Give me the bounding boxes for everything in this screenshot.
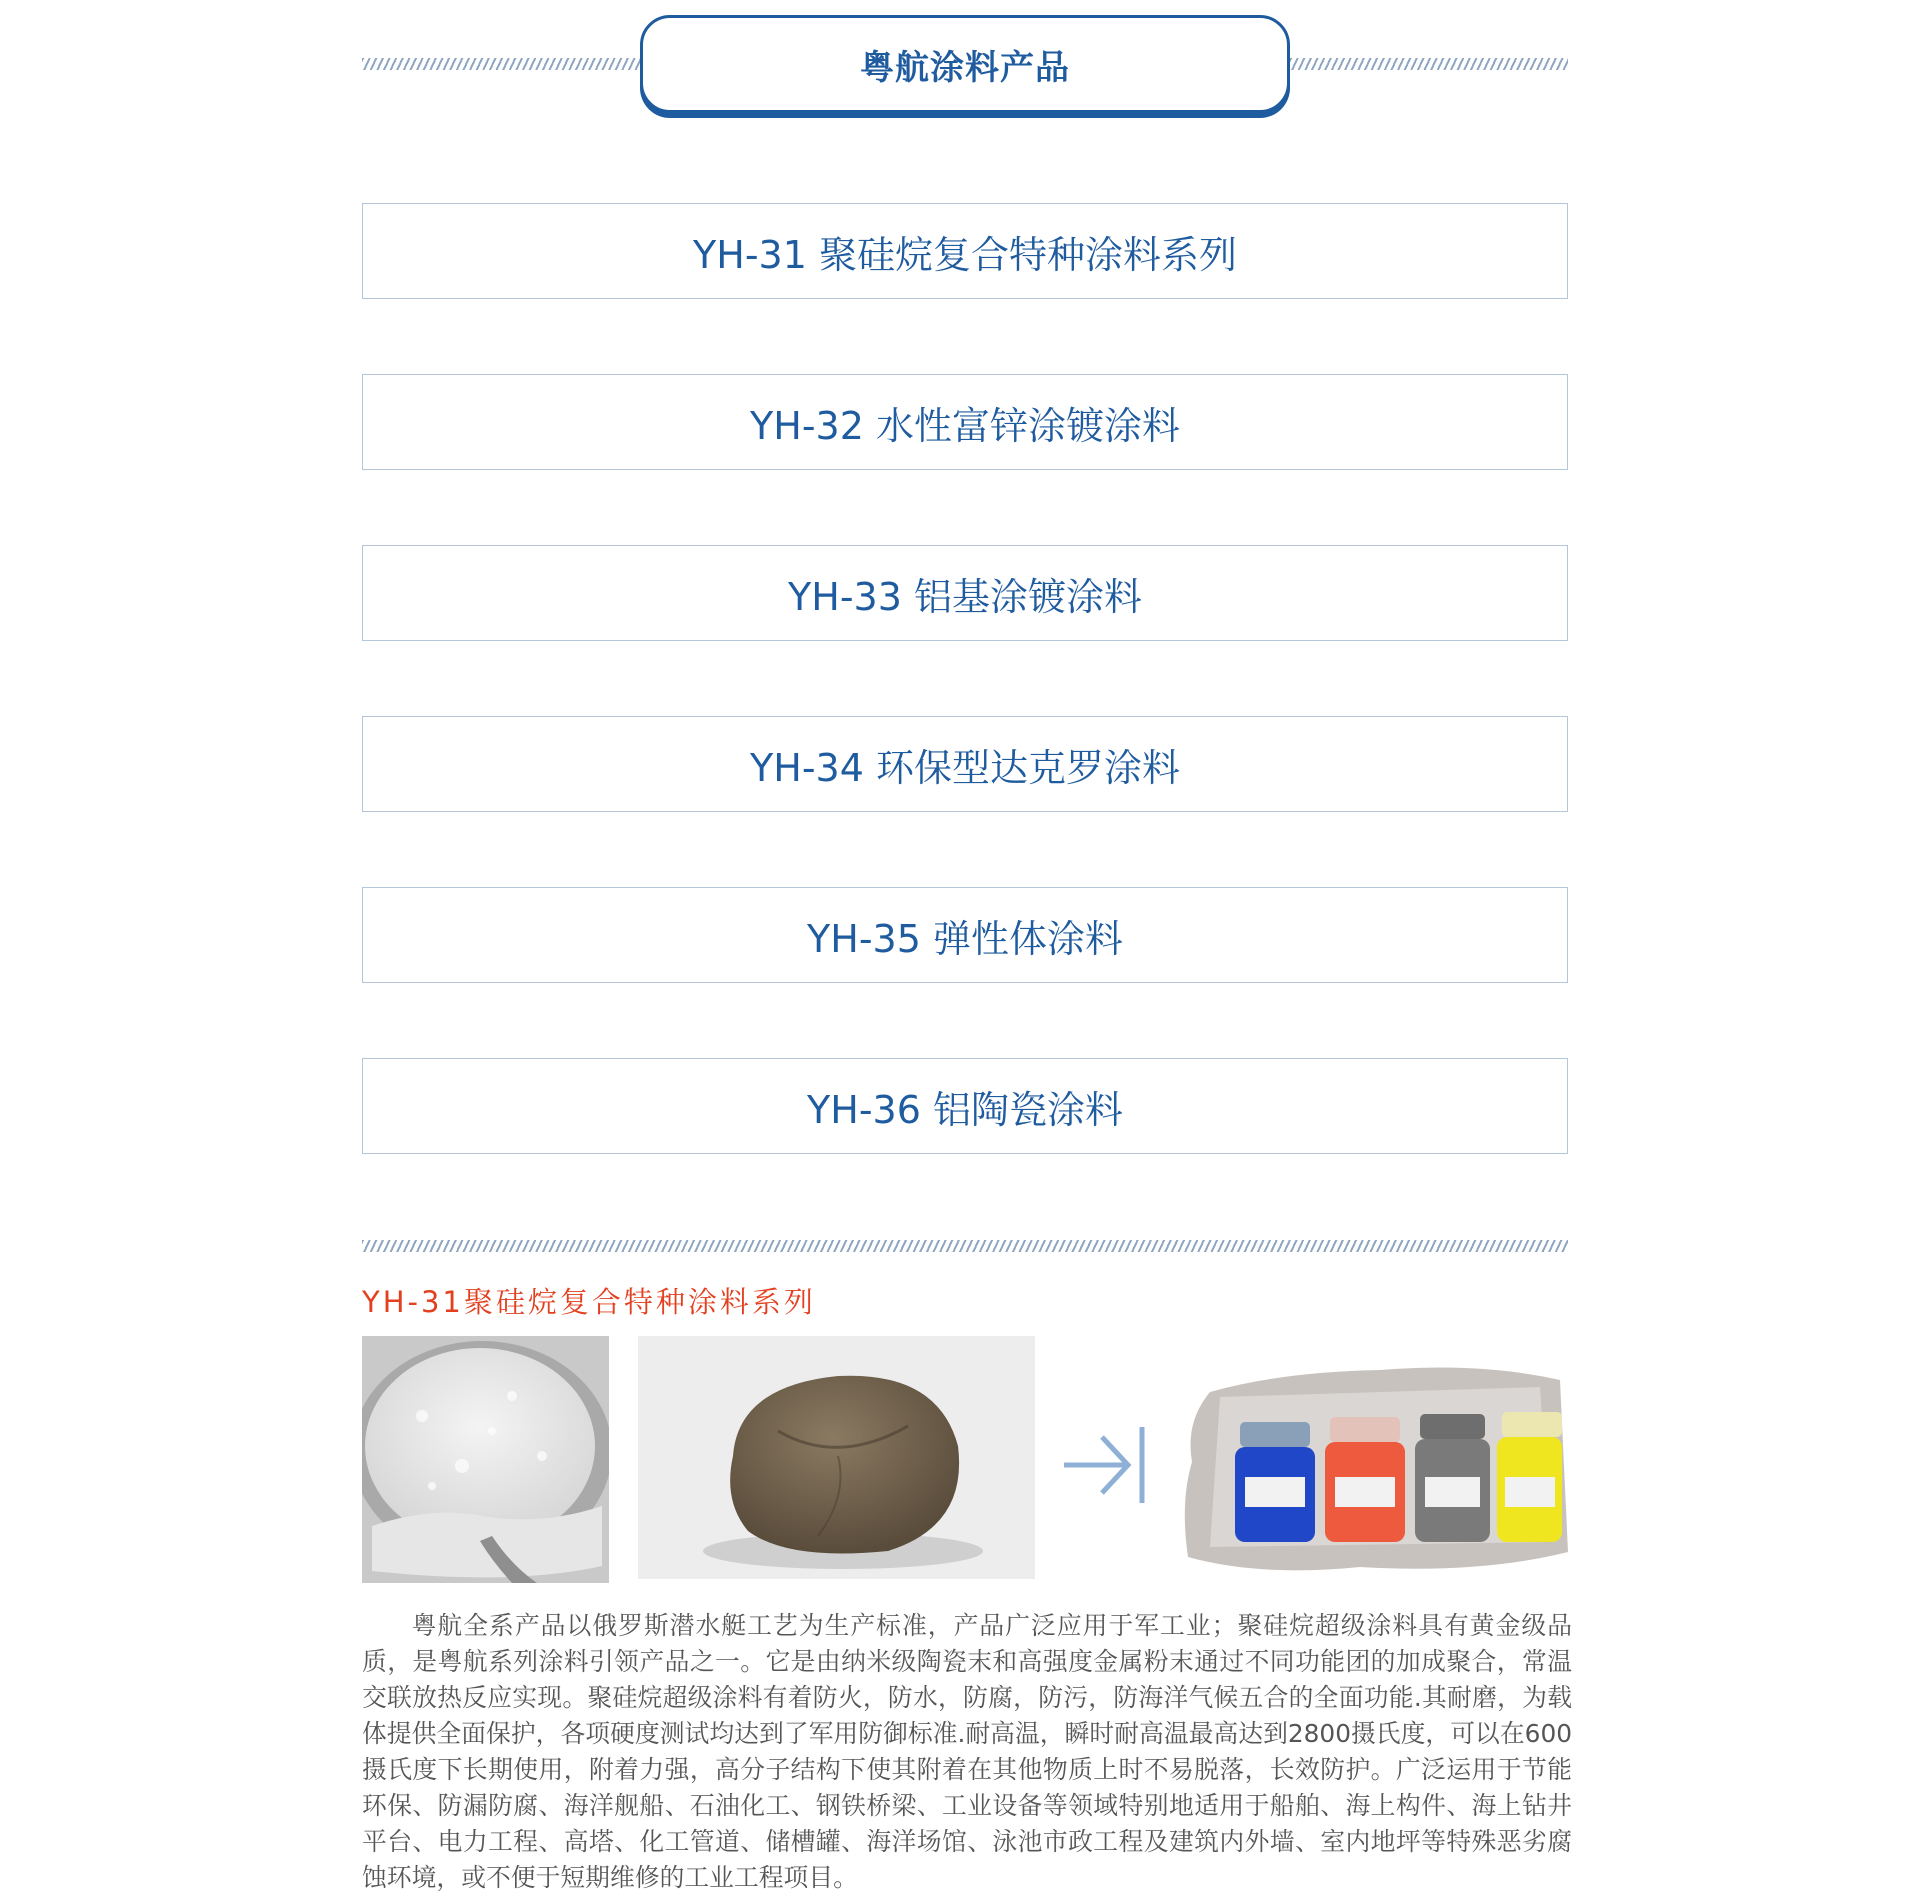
header-banner [640,15,1290,113]
arrow-right-bar-icon [1060,1425,1150,1505]
decorative-stripe-left [362,58,640,70]
brown-powder-image [638,1336,1035,1579]
decorative-stripe-right [1290,58,1568,70]
section-description: 粤航全系产品以俄罗斯潜水艇工艺为生产标准，产品广泛应用于军工业；聚硅烷超级涂料具有黄金级品质，是粤航系列涂料引领产品之一。它是由纳米级陶瓷末和高强度金属粉末通过不同功能团的加成聚合，常温交联放热反应实现。聚硅烷超级涂料有着防火，防水，防腐，防污，防海洋气候五合的全面功能.其耐磨，为载体提供全面保护，各项硬度测试均达到了军用防御标准.耐高温，瞬时耐高温最高达到2800摄氏度，可以在600摄氏度下长期使用，附着力强，高分子结构下使其附着在其他物质上时不易脱落，长效防护。广泛运用于节能环保、防漏防腐、海洋舰船、石油化工、钢铁桥梁、工业设备等领域特别地适用于船舶、海上构件、海上钻井平台、电力工程、高塔、化工管道、储槽罐、海洋场馆、泳池市政工程及建筑内外墙、室内地坪等特殊恶劣腐蚀环境，或不便于短期维修的工业工程项目。 [362,1611,1572,1892]
page-title: 粤航涂料产品 [860,47,1070,88]
series-item-yh34[interactable]: YH-34 环保型达克罗涂料 [362,716,1568,812]
series-item-yh31[interactable]: YH-31 聚硅烷复合特种涂料系列 [362,203,1568,299]
white-powder-image [362,1336,609,1583]
series-item-yh33[interactable]: YH-33 铝基涂镀涂料 [362,545,1568,641]
series-item-yh36[interactable]: YH-36 铝陶瓷涂料 [362,1058,1568,1154]
series-item-yh35[interactable]: YH-35 弹性体涂料 [362,887,1568,983]
color-paint-jars-image [1180,1352,1570,1580]
section-title: YH-31聚硅烷复合特种涂料系列 [362,1285,816,1319]
section-divider [362,1240,1568,1252]
series-item-yh32[interactable]: YH-32 水性富锌涂镀涂料 [362,374,1568,470]
